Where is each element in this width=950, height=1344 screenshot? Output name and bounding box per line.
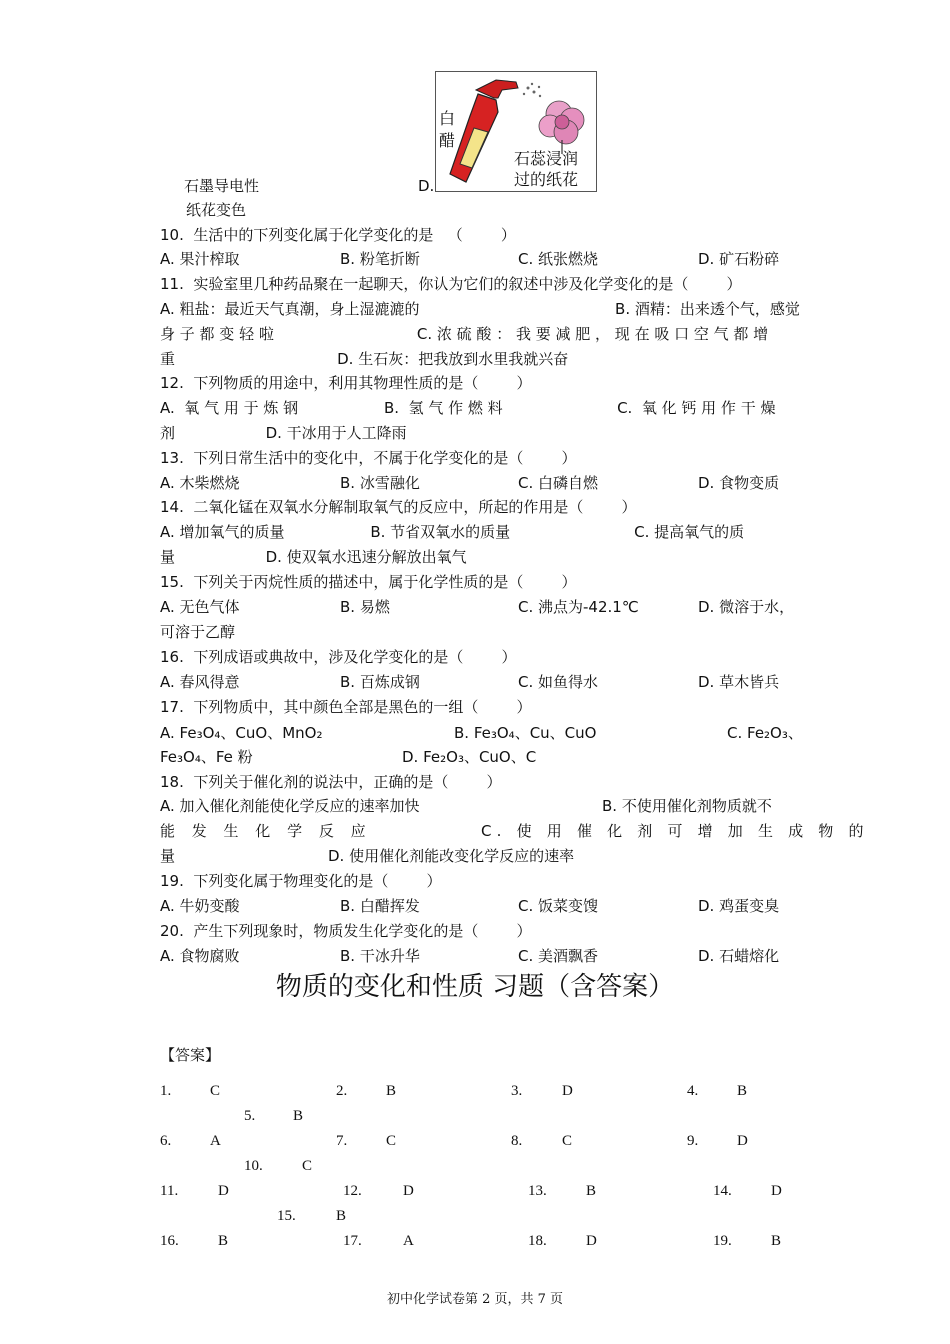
answer-value: B	[386, 1083, 397, 1099]
option-l2-2: C. 纸张燃烧	[518, 250, 599, 268]
bottle-label-line1: 白	[439, 109, 456, 128]
prev-question-option-d-text: 纸花变色	[186, 201, 247, 219]
question-line-l6: 重 D. 生石灰：把我放到水里我就兴奋	[160, 350, 569, 368]
question-line-l15: 15. 下列关于丙烷性质的描述中，属于化学性质的是（ ）	[160, 573, 577, 591]
option-l11-2: C. 白磷自燃	[518, 474, 599, 492]
question-line-l18: 16. 下列成语或典故中，涉及化学变化的是（ ）	[160, 648, 517, 666]
answer-value: B	[336, 1208, 347, 1224]
q17-option-a: A. Fe₃O₄、CuO、MnO₂	[160, 724, 323, 742]
option-l11-0: A. 木柴燃烧	[160, 474, 240, 492]
option-l19-3: D. 草木皆兵	[698, 673, 780, 691]
bottle-label-line2: 醋	[439, 131, 456, 150]
question-line-l12: 14. 二氧化锰在双氧水分解制取氧气的反应中，所起的作用是（ ）	[160, 498, 637, 516]
option-l16-2: C. 沸点为-42.1℃	[518, 598, 639, 616]
q18-option-c-cont: 量	[160, 847, 176, 865]
option-l26-3: D. 石蜡熔化	[698, 947, 780, 965]
option-l2-3: D. 矿石粉碎	[698, 250, 780, 268]
option-l19-0: A. 春风得意	[160, 673, 240, 691]
q18-stem: 18. 下列关于催化剂的说法中，正确的是（ ）	[160, 773, 502, 791]
answer-value: C	[386, 1133, 397, 1149]
question-line-l4: A. 粗盐：最近天气真潮，身上湿漉漉的 B. 酒精：出来透个气，感觉	[160, 300, 800, 318]
flower-label-line1: 石蕊浸润	[514, 149, 579, 168]
answer-number: 6.	[160, 1133, 172, 1149]
answer-number: 1.	[160, 1083, 172, 1099]
answer-value: C	[562, 1133, 573, 1149]
page-footer: 初中化学试卷第 2 页，共 7 页	[386, 1292, 564, 1307]
answer-heading: 【答案】	[160, 1046, 221, 1064]
prev-question-option-a: 石墨导电性	[184, 177, 260, 195]
answer-number: 18.	[528, 1233, 547, 1249]
option-l2-0: A. 果汁榨取	[160, 250, 240, 268]
option-l24-0: A. 牛奶变酸	[160, 897, 240, 915]
answer-number: 4.	[687, 1083, 699, 1099]
question-line-l23: 19. 下列变化属于物理变化的是（ ）	[160, 872, 442, 890]
answer-number: 14.	[713, 1183, 732, 1199]
q17-option-c-cont: Fe₃O₄、Fe 粉	[160, 748, 253, 766]
question-line-l17: 可溶于乙醇	[160, 623, 236, 641]
answer-value: C	[302, 1158, 313, 1174]
answer-value: B	[771, 1233, 782, 1249]
answer-number: 9.	[687, 1133, 699, 1149]
answer-value: B	[218, 1233, 229, 1249]
option-l26-0: A. 食物腐败	[160, 947, 240, 965]
answer-number: 3.	[511, 1083, 523, 1099]
answer-value: D	[562, 1083, 573, 1099]
answer-value: D	[403, 1183, 414, 1199]
prev-question-option-d: D.	[418, 177, 435, 195]
answer-number: 2.	[336, 1083, 348, 1099]
question-line-l13: A. 增加氧气的质量 B. 节省双氧水的质量 C. 提高氧气的质	[160, 523, 745, 541]
answer-value: D	[586, 1233, 597, 1249]
question-line-l14: 量 D. 使双氧水迅速分解放出氧气	[160, 548, 467, 566]
question-line-l9: 剂 D. 干冰用于人工降雨	[160, 424, 407, 442]
answer-number: 19.	[713, 1233, 732, 1249]
option-l24-1: B. 白醋挥发	[340, 897, 420, 915]
answer-value: D	[218, 1183, 229, 1199]
option-l11-1: B. 冰雪融化	[340, 474, 420, 492]
answer-value: D	[737, 1133, 748, 1149]
experiment-figure	[435, 71, 597, 192]
q17-option-b: B. Fe₃O₄、Cu、CuO	[454, 724, 597, 742]
option-l24-3: D. 鸡蛋变臭	[698, 897, 780, 915]
flower-label-line2: 过的纸花	[514, 170, 579, 189]
option-l24-2: C. 饭菜变馊	[518, 897, 599, 915]
question-line-l20: 17. 下列物质中，其中颜色全部是黑色的一组（ ）	[160, 698, 532, 716]
option-l16-0: A. 无色气体	[160, 598, 240, 616]
option-l2-1: B. 粉笔折断	[340, 250, 420, 268]
answer-value: D	[771, 1183, 782, 1199]
q18-option-c: C. 使 用 催 化 剂 可 增 加 生 成 物 的	[481, 822, 869, 840]
question-line-l25: 20. 产生下列现象时，物质发生化学变化的是（ ）	[160, 922, 532, 940]
answer-number: 17.	[343, 1233, 362, 1249]
answer-number: 10.	[244, 1158, 263, 1174]
question-line-l10: 13. 下列日常生活中的变化中，不属于化学变化的是（ ）	[160, 449, 577, 467]
q18-option-a: A. 加入催化剂能使化学反应的速率加快	[160, 797, 420, 815]
q17-option-c: C. Fe₂O₃、	[727, 724, 803, 742]
answer-number: 15.	[277, 1208, 296, 1224]
option-l16-3: D. 微溶于水，	[698, 598, 795, 616]
answer-number: 11.	[160, 1183, 179, 1199]
q17-option-d: D. Fe₂O₃、CuO、C	[402, 748, 537, 766]
option-l19-1: B. 百炼成钢	[340, 673, 420, 691]
option-l16-1: B. 易燃	[340, 598, 390, 616]
answer-number: 13.	[528, 1183, 547, 1199]
answer-value: B	[293, 1108, 304, 1124]
answer-number: 5.	[244, 1108, 256, 1124]
q18-option-b-cont: 能 发 生 化 学 反 应	[160, 822, 372, 840]
answer-number: 7.	[336, 1133, 348, 1149]
answer-number: 12.	[343, 1183, 362, 1199]
answer-value: B	[737, 1083, 748, 1099]
option-l11-3: D. 食物变质	[698, 474, 780, 492]
answer-value: A	[403, 1233, 414, 1249]
page-title: 物质的变化和性质 习题（含答案）	[275, 972, 675, 1002]
question-line-l3: 11. 实验室里几种药品聚在一起聊天，你认为它们的叙述中涉及化学变化的是（ ）	[160, 275, 742, 293]
q18-option-b: B. 不使用催化剂物质就不	[602, 797, 772, 815]
q18-option-d: D. 使用催化剂能改变化学反应的速率	[328, 847, 575, 865]
answer-value: C	[210, 1083, 221, 1099]
answer-number: 16.	[160, 1233, 179, 1249]
question-line-l1: 10. 生活中的下列变化属于化学变化的是 （ ）	[160, 226, 516, 244]
answer-value: B	[586, 1183, 597, 1199]
question-line-l5: 身 子 都 变 轻 啦 C. 浓 硫 酸 ： 我 要 减 肥 ， 现 在 吸 口 空 气 都 增	[160, 325, 769, 343]
answer-value: A	[210, 1133, 221, 1149]
answer-number: 8.	[511, 1133, 523, 1149]
option-l26-2: C. 美酒飘香	[518, 947, 599, 965]
question-line-l7: 12. 下列物质的用途中，利用其物理性质的是（ ）	[160, 374, 532, 392]
question-line-l8: A. 氧 气 用 于 炼 钢 B. 氢 气 作 燃 料 C. 氧 化 钙 用 作 干 燥	[160, 399, 776, 417]
option-l26-1: B. 干冰升华	[340, 947, 420, 965]
option-l19-2: C. 如鱼得水	[518, 673, 599, 691]
